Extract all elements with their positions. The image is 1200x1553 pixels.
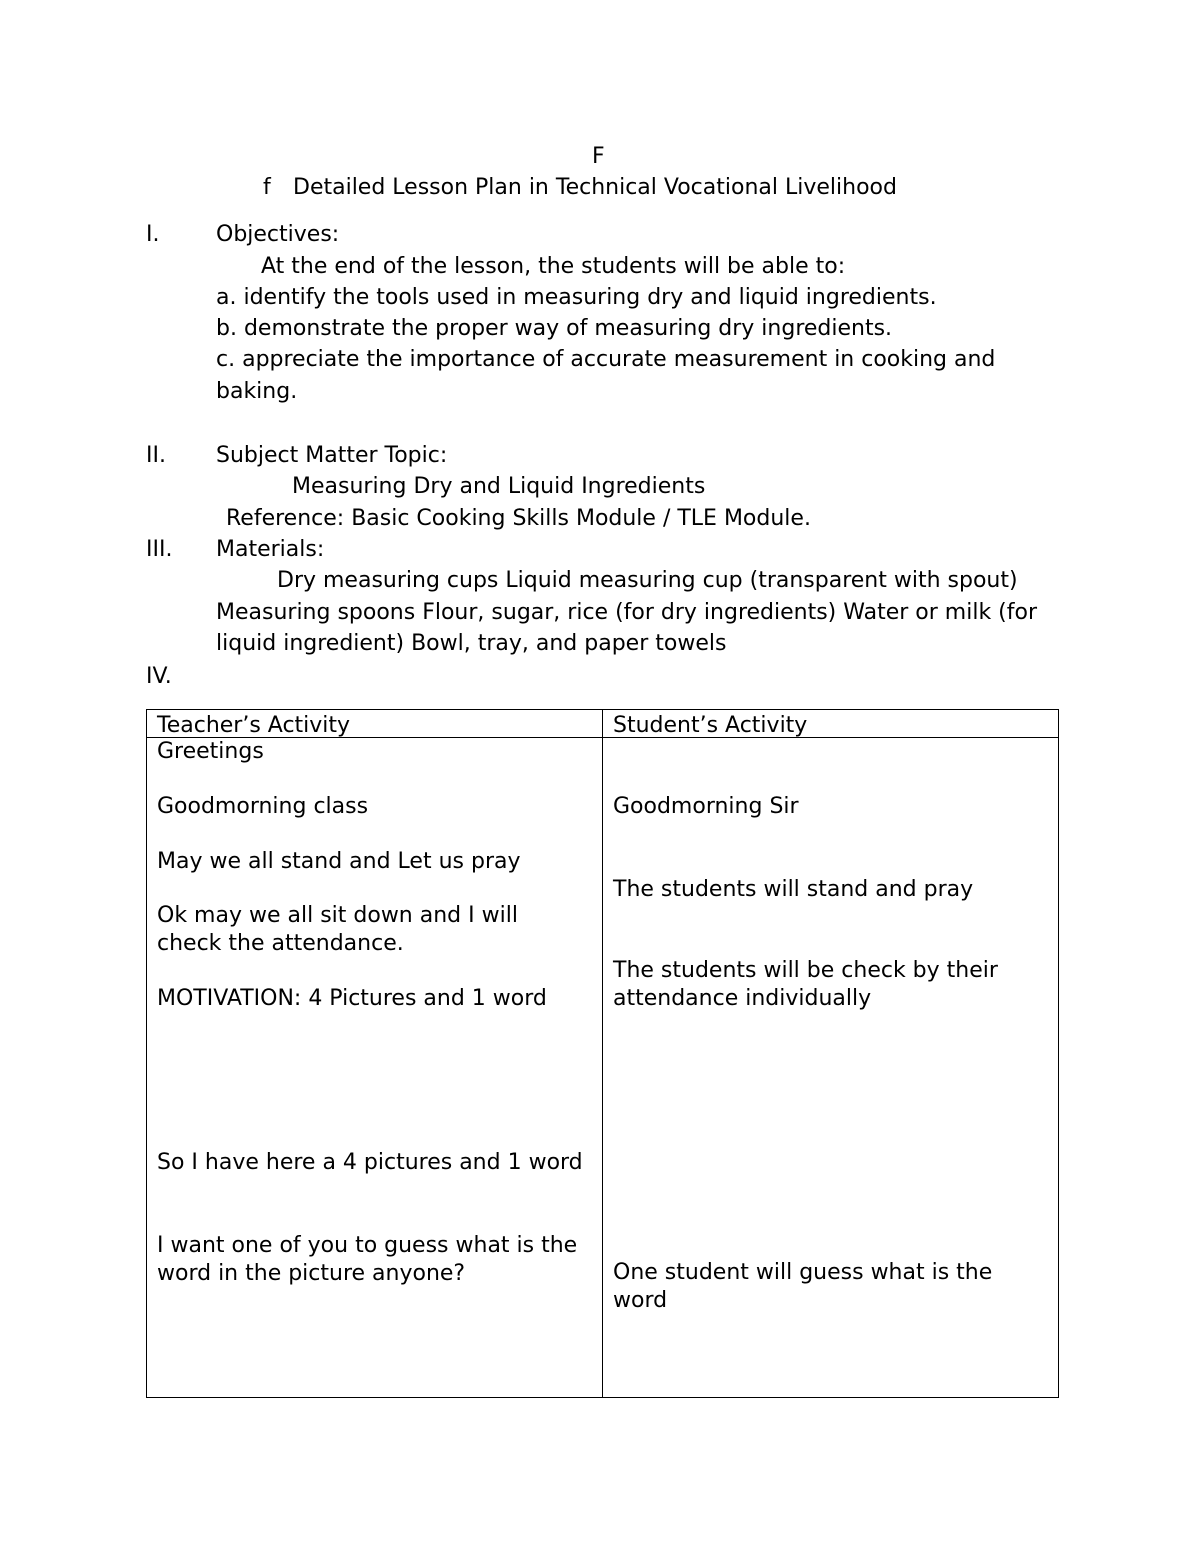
student-goodmorning: Goodmorning Sir: [613, 794, 799, 819]
teacher-attendance: Ok may we all sit down and I will check the attendance.: [157, 903, 518, 956]
subject-matter-heading: Subject Matter Topic:: [216, 443, 448, 468]
subject-matter-numeral: II.: [146, 443, 166, 468]
materials-heading: Materials:: [216, 537, 325, 562]
student-activity-header: Student’s Activity: [613, 713, 808, 738]
teacher-pray: May we all stand and Let us pray: [157, 849, 521, 874]
materials-text: Dry measuring cups Liquid measuring cup (transparent with spout) Measuring spoons Flour, sugar, rice (for dry ingredients) Water or milk (for liquid ingredient) Bowl, tray, and paper towels: [216, 568, 1038, 656]
page-title: Detailed Lesson Plan in Technical Vocational Livelihood: [293, 175, 897, 200]
teacher-greetings: Greetings: [157, 739, 264, 764]
student-pray: The students will stand and pray: [613, 877, 974, 902]
title-prefix: f: [263, 175, 271, 200]
teacher-guess: I want one of you to guess what is the word in the picture anyone?: [157, 1233, 578, 1286]
objectives-numeral: I.: [146, 222, 160, 247]
activity-table: [146, 709, 1059, 1398]
teacher-goodmorning: Goodmorning class: [157, 794, 369, 819]
procedure-numeral: IV.: [146, 664, 172, 689]
teacher-activity-header: Teacher’s Activity: [157, 713, 351, 738]
materials-numeral: III.: [146, 537, 173, 562]
objectives-heading: Objectives:: [216, 222, 340, 247]
objective-item-a: a. identify the tools used in measuring dry and liquid ingredients.: [216, 285, 937, 310]
subject-matter-reference: Reference: Basic Cooking Skills Module / TLE Module.: [226, 506, 811, 531]
student-attendance: The students will be check by their attendance individually: [613, 958, 998, 1011]
objective-item-b: b. demonstrate the proper way of measuring dry ingredients.: [216, 316, 893, 341]
student-guess: One student will guess what is the word: [613, 1260, 993, 1313]
objectives-intro: At the end of the lesson, the students will be able to:: [261, 254, 846, 279]
teacher-motivation: MOTIVATION: 4 Pictures and 1 word: [157, 986, 547, 1011]
column-divider: [602, 710, 603, 1397]
top-mark: F: [592, 144, 605, 169]
objective-item-c: c. appreciate the importance of accurate measurement in cooking and baking.: [216, 347, 996, 404]
subject-matter-topic: Measuring Dry and Liquid Ingredients: [292, 474, 706, 499]
teacher-pictures: So I have here a 4 pictures and 1 word: [157, 1150, 583, 1175]
